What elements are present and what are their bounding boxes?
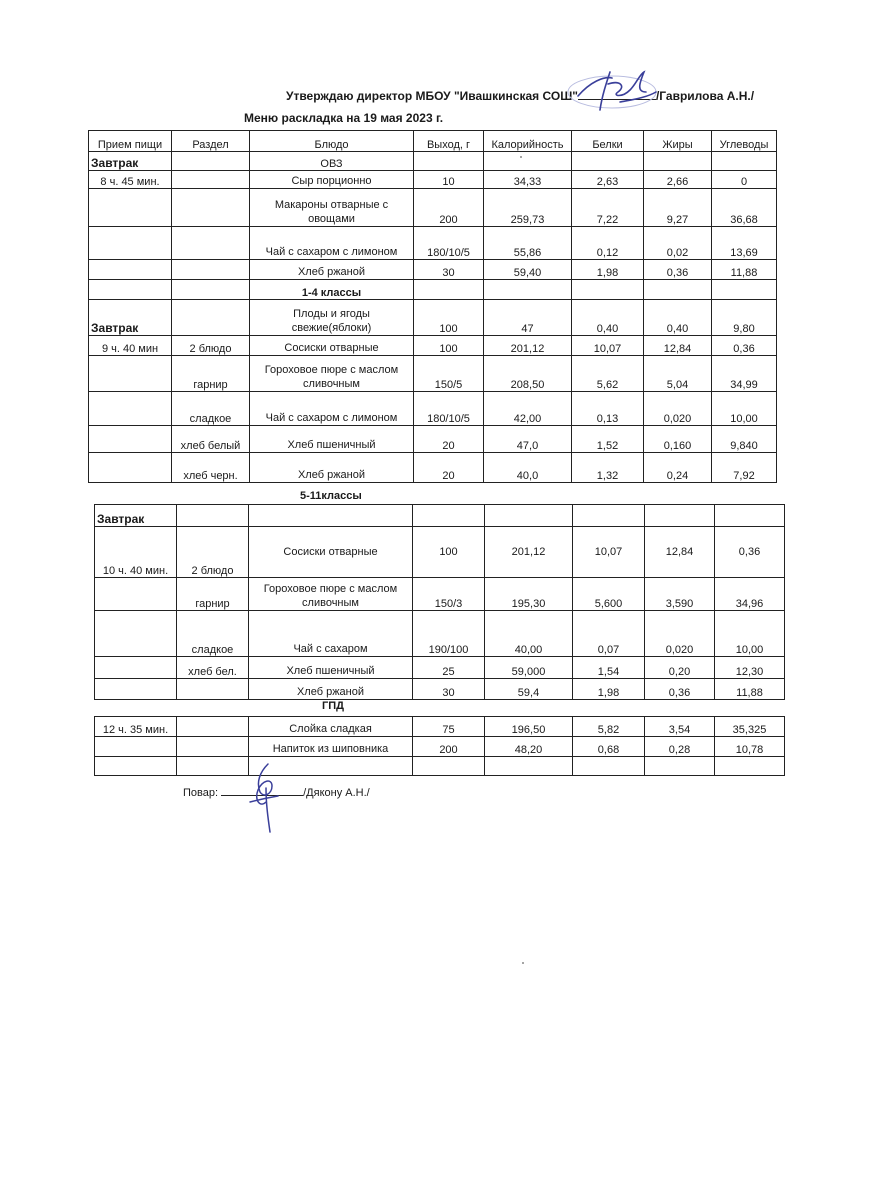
meal-label: Завтрак [95, 505, 177, 527]
table-row: 12 ч. 35 мин. Слойка сладкая 75 196,50 5,82 3,54 35,325 [95, 717, 785, 737]
table-row: хлеб белый Хлеб пшеничный 20 47,0 1,52 0,160 9,840 [89, 426, 777, 453]
dish-name: Хлеб ржаной [249, 679, 413, 700]
cook-label: Повар: [183, 787, 219, 799]
col-header: Углеводы [712, 131, 777, 152]
menu-table-5-11 [94, 504, 785, 700]
table-row: Хлеб ржаной 30 59,40 1,98 0,36 11,88 [89, 260, 777, 280]
group-label-gpd: ГПД [322, 700, 344, 712]
menu-table-main [88, 130, 777, 483]
table-row: 10 ч. 40 мин. 2 блюдо Сосиски отварные 100 201,12 10,07 12,84 0,36 [95, 527, 785, 578]
table-row [95, 505, 785, 527]
col-header: Прием пищи [89, 131, 172, 152]
table-row: хлеб черн. Хлеб ржаной 20 40,0 1,32 0,24 7,92 [89, 453, 777, 483]
table-row [89, 152, 777, 171]
dish-name: Хлеб ржаной [250, 453, 414, 483]
scan-speck [520, 156, 522, 158]
approval-line [286, 88, 754, 103]
cook-signature [238, 758, 288, 838]
table-row: хлеб бел. Хлеб пшеничный 25 59,000 1,54 0,20 12,30 [95, 657, 785, 679]
dish-name: Напиток из шиповника [249, 737, 413, 757]
dish-name: Сосиски отварные [250, 336, 414, 356]
meal-time: 8 ч. 45 мин. [89, 171, 172, 189]
director-signature [560, 62, 670, 118]
group-label: ОВЗ [250, 152, 414, 171]
dish-name: Сыр порционно [250, 171, 414, 189]
menu-table-gpd [94, 716, 785, 776]
dish-name: Гороховое пюре с маслом сливочным [250, 356, 414, 392]
meal-label: Завтрак [89, 152, 172, 171]
dish-name: Сосиски отварные [249, 527, 413, 578]
table-row: Чай с сахаром с лимоном 180/10/5 55,86 0,12 0,02 13,69 [89, 227, 777, 260]
meal-time: 10 ч. 40 мин. [95, 527, 177, 578]
table-row: 9 ч. 40 мин 2 блюдо Сосиски отварные 100 201,12 10,07 12,84 0,36 [89, 336, 777, 356]
col-header: Калорийность [484, 131, 572, 152]
page-title: Меню раскладка на 19 мая 2023 г. [244, 111, 444, 125]
table-row: Хлеб ржаной 30 59,4 1,98 0,36 11,88 [95, 679, 785, 700]
meal-time: 9 ч. 40 мин [89, 336, 172, 356]
col-header: Выход, г [414, 131, 484, 152]
cook-name: /Дякону А.Н./ [303, 787, 370, 799]
table-row: сладкое Чай с сахаром 190/100 40,00 0,07 0,020 10,00 [95, 611, 785, 657]
approval-text: Утверждаю директор МБОУ "Ивашкинская СОШ" [286, 89, 578, 103]
scan-speck [522, 962, 524, 964]
table-row: 8 ч. 45 мин. Сыр порционно 10 34,33 2,63 2,66 0 [89, 171, 777, 189]
col-header: Белки [572, 131, 644, 152]
dish-name: Гороховое пюре с маслом сливочным [249, 578, 413, 611]
table-row [89, 280, 777, 300]
col-header: Блюдо [250, 131, 414, 152]
director-name: /Гаврилова А.Н./ [655, 89, 755, 103]
col-header: Жиры [644, 131, 712, 152]
table-row: Макароны отварные с овощами 200 259,73 7,22 9,27 36,68 [89, 189, 777, 227]
table-row: Завтрак Плоды и ягоды свежие(яблоки) 100 47 0,40 0,40 9,80 [89, 300, 777, 336]
dish-name: Чай с сахаром [249, 611, 413, 657]
meal-time: 12 ч. 35 мин. [95, 717, 177, 737]
group-label: 1-4 классы [250, 280, 414, 300]
dish-name: Макароны отварные с овощами [250, 189, 414, 227]
dish-name: Плоды и ягоды свежие(яблоки) [250, 300, 414, 336]
dish-name: Хлеб ржаной [250, 260, 414, 280]
table-row: Напиток из шиповника 200 48,20 0,68 0,28 10,78 [95, 737, 785, 757]
table-row: гарнир Гороховое пюре с маслом сливочным 150/5 208,50 5,62 5,04 34,99 [89, 356, 777, 392]
dish-name: Чай с сахаром с лимоном [250, 227, 414, 260]
dish-name: Хлеб пшеничный [249, 657, 413, 679]
group-label-5-11: 5-11классы [300, 490, 362, 502]
header-row [89, 131, 777, 152]
table-row: гарнир Гороховое пюре с маслом сливочным 150/3 195,30 5,600 3,590 34,96 [95, 578, 785, 611]
dish-name: Хлеб пшеничный [250, 426, 414, 453]
table-row [95, 757, 785, 776]
col-header: Раздел [172, 131, 250, 152]
table-row: сладкое Чай с сахаром с лимоном 180/10/5 42,00 0,13 0,020 10,00 [89, 392, 777, 426]
meal-label: Завтрак [89, 300, 172, 336]
dish-name: Слойка сладкая [249, 717, 413, 737]
dish-name: Чай с сахаром с лимоном [250, 392, 414, 426]
